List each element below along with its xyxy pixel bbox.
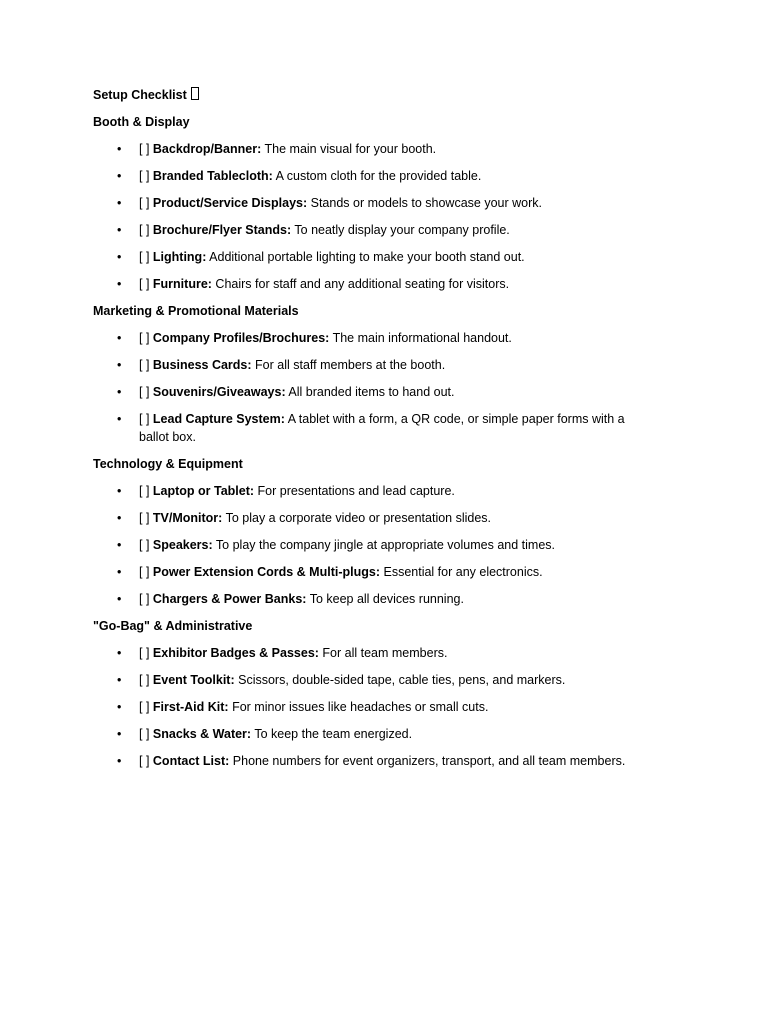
- checkbox-marker: [ ]: [139, 358, 150, 372]
- bullet-icon: •: [117, 511, 122, 525]
- item-label: Power Extension Cords & Multi-plugs:: [152, 565, 380, 579]
- checklist-item: [93, 167, 653, 185]
- section-marketing-promotional: [93, 302, 653, 446]
- item-label: Branded Tablecloth:: [152, 169, 273, 183]
- checklist-item: [93, 698, 653, 716]
- item-label: TV/Monitor:: [152, 511, 223, 525]
- checkbox-marker: [ ]: [139, 646, 150, 660]
- item-label: First-Aid Kit:: [152, 700, 229, 714]
- item-label: Lighting:: [152, 250, 207, 264]
- section-go-bag-administrative: [93, 617, 653, 770]
- section-heading: Marketing & Promotional Materials: [93, 304, 299, 318]
- item-label: Company Profiles/Brochures:: [152, 331, 330, 345]
- bullet-icon: •: [117, 538, 122, 552]
- checkbox-marker: [ ]: [139, 565, 150, 579]
- checkbox-marker: [ ]: [139, 169, 150, 183]
- item-text: For all team members.: [322, 646, 448, 660]
- checklist: [93, 329, 653, 446]
- document-title: [93, 86, 653, 104]
- checklist-item: [93, 725, 653, 743]
- checklist-item: [93, 536, 653, 554]
- checkbox-marker: [ ]: [139, 754, 150, 768]
- item-text: Scissors, double-sided tape, cable ties, pens, and markers.: [238, 673, 566, 687]
- bullet-icon: •: [117, 592, 122, 606]
- bullet-icon: •: [117, 169, 122, 183]
- item-text: For presentations and lead capture.: [257, 484, 455, 498]
- checkbox-marker: [ ]: [139, 511, 150, 525]
- checklist: [93, 482, 653, 608]
- checklist-item: [93, 356, 653, 374]
- bullet-icon: •: [117, 565, 122, 579]
- bullet-icon: •: [117, 673, 122, 687]
- checklist-item: [93, 509, 653, 527]
- item-label: Laptop or Tablet:: [152, 484, 255, 498]
- checkbox-marker: [ ]: [139, 538, 150, 552]
- bullet-icon: •: [117, 250, 122, 264]
- item-text: A tablet with a form, a QR code, or simple paper forms with a ballot box.: [139, 412, 625, 444]
- item-text: Stands or models to showcase your work.: [310, 196, 542, 210]
- bullet-icon: •: [117, 754, 122, 768]
- item-text: All branded items to hand out.: [288, 385, 455, 399]
- bullet-icon: •: [117, 646, 122, 660]
- checkbox-marker: [ ]: [139, 700, 150, 714]
- checklist-item: [93, 221, 653, 239]
- bullet-icon: •: [117, 700, 122, 714]
- checklist-item: [93, 482, 653, 500]
- bullet-icon: •: [117, 223, 122, 237]
- bullet-icon: •: [117, 484, 122, 498]
- document-title-text: Setup Checklist: [93, 88, 187, 102]
- checkbox-marker: [ ]: [139, 223, 150, 237]
- section-booth-display: [93, 113, 653, 293]
- item-label: Backdrop/Banner:: [152, 142, 262, 156]
- checkbox-marker: [ ]: [139, 592, 150, 606]
- checkbox-marker: [ ]: [139, 484, 150, 498]
- checklist-item: [93, 194, 653, 212]
- item-text: For minor issues like headaches or small cuts.: [232, 700, 489, 714]
- checkbox-marker: [ ]: [139, 142, 150, 156]
- bullet-icon: •: [117, 727, 122, 741]
- checklist-item: [93, 563, 653, 581]
- item-label: Product/Service Displays:: [152, 196, 308, 210]
- item-label: Chargers & Power Banks:: [152, 592, 307, 606]
- checklist-item: [93, 752, 653, 770]
- item-label: Souvenirs/Giveaways:: [152, 385, 286, 399]
- checkbox-marker: [ ]: [139, 250, 150, 264]
- checklist: [93, 644, 653, 770]
- bullet-icon: •: [117, 142, 122, 156]
- bullet-icon: •: [117, 385, 122, 399]
- bullet-icon: •: [117, 412, 122, 426]
- item-text: To keep the team energized.: [254, 727, 413, 741]
- checkbox-marker: [ ]: [139, 277, 150, 291]
- checkbox-marker: [ ]: [139, 727, 150, 741]
- item-label: Lead Capture System:: [152, 412, 285, 426]
- section-heading: "Go-Bag" & Administrative: [93, 619, 253, 633]
- item-text: To keep all devices running.: [309, 592, 464, 606]
- section-heading: Technology & Equipment: [93, 457, 243, 471]
- item-text: The main informational handout.: [332, 331, 512, 345]
- item-label: Exhibitor Badges & Passes:: [152, 646, 319, 660]
- checklist-item: [93, 671, 653, 689]
- item-text: Additional portable lighting to make your booth stand out.: [209, 250, 525, 264]
- item-label: Business Cards:: [152, 358, 252, 372]
- checklist-item: [93, 329, 653, 347]
- document-page: [93, 86, 653, 779]
- item-label: Snacks & Water:: [152, 727, 252, 741]
- checkbox-marker: [ ]: [139, 412, 150, 426]
- checkbox-marker: [ ]: [139, 385, 150, 399]
- checkbox-marker: [ ]: [139, 673, 150, 687]
- item-label: Speakers:: [152, 538, 213, 552]
- checklist-item: [93, 410, 653, 446]
- item-label: Event Toolkit:: [152, 673, 235, 687]
- item-text: Phone numbers for event organizers, transport, and all team members.: [232, 754, 626, 768]
- item-text: To neatly display your company profile.: [294, 223, 510, 237]
- checkbox-marker: [ ]: [139, 331, 150, 345]
- checklist: [93, 140, 653, 293]
- item-text: A custom cloth for the provided table.: [275, 169, 482, 183]
- missing-glyph-icon: [191, 87, 199, 100]
- checkbox-marker: [ ]: [139, 196, 150, 210]
- item-text: For all staff members at the booth.: [255, 358, 446, 372]
- section-heading: Booth & Display: [93, 115, 190, 129]
- item-label: Contact List:: [152, 754, 230, 768]
- bullet-icon: •: [117, 277, 122, 291]
- item-label: Furniture:: [152, 277, 212, 291]
- checklist-item: [93, 140, 653, 158]
- bullet-icon: •: [117, 358, 122, 372]
- item-text: The main visual for your booth.: [264, 142, 437, 156]
- item-text: Essential for any electronics.: [383, 565, 543, 579]
- bullet-icon: •: [117, 196, 122, 210]
- checklist-item: [93, 383, 653, 401]
- checklist-item: [93, 590, 653, 608]
- checklist-item: [93, 644, 653, 662]
- checklist-item: [93, 248, 653, 266]
- item-text: To play a corporate video or presentation slides.: [225, 511, 492, 525]
- checklist-item: [93, 275, 653, 293]
- section-technology-equipment: [93, 455, 653, 608]
- item-text: Chairs for staff and any additional seating for visitors.: [215, 277, 510, 291]
- item-text: To play the company jingle at appropriate volumes and times.: [215, 538, 555, 552]
- bullet-icon: •: [117, 331, 122, 345]
- item-label: Brochure/Flyer Stands:: [152, 223, 292, 237]
